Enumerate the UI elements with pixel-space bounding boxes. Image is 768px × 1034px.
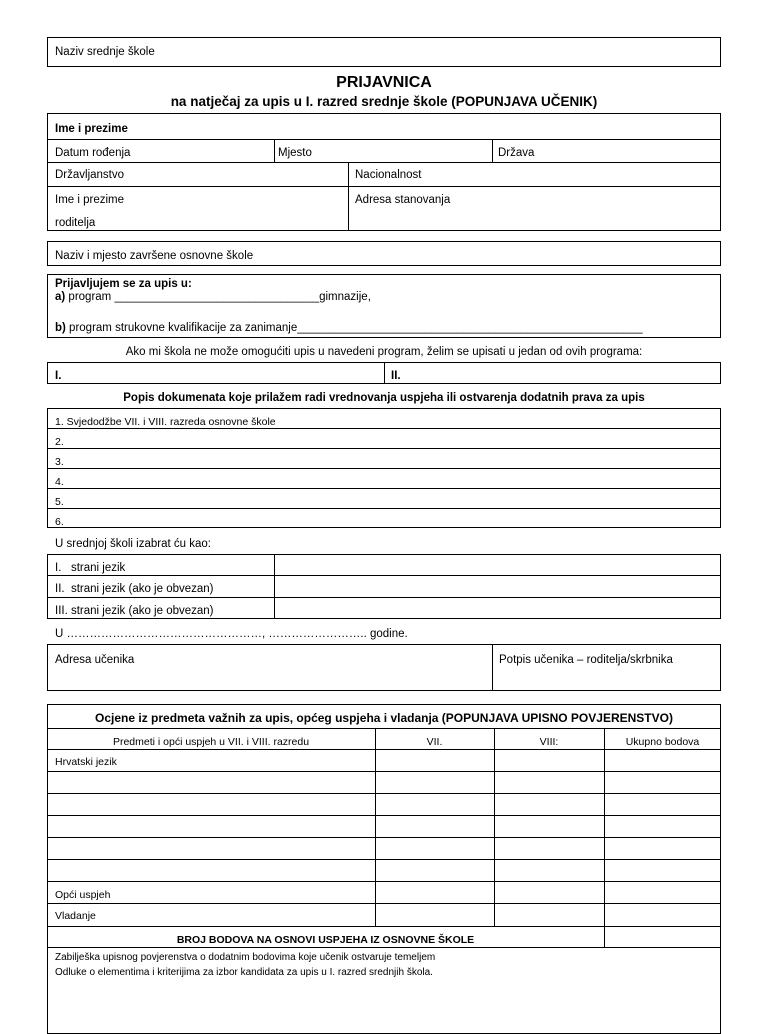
enrollment-heading: Prijavljujem se za upis u:: [55, 278, 192, 290]
program-b-line[interactable]: [55, 321, 643, 335]
document-item[interactable]: 3.: [55, 456, 64, 468]
alternative-2[interactable]: II.: [391, 370, 401, 382]
program-a-text: program ________________________________gimnazije,: [65, 291, 371, 303]
grades-row-label: Hrvatski jezik: [55, 756, 117, 768]
grades-table: [47, 704, 721, 1034]
points-label: BROJ BODOVA NA OSNOVI USPJEHA IZ OSNOVNE ŠKOLE: [176, 934, 475, 946]
languages-heading: U srednjoj školi izabrat ću kao:: [55, 538, 211, 550]
parent-name-label-2: roditelja: [55, 217, 96, 229]
note-line-2: Odluke o elementima i kriterijima za izbor kandidata za upis u I. razred srednjih škola.: [55, 967, 433, 978]
grades-row-label: Vladanje: [55, 910, 96, 922]
form-subtitle: na natječaj za upis u I. razred srednje škole (POPUNJAVA UČENIK): [170, 94, 598, 109]
grades-col-total: Ukupno bodova: [625, 736, 700, 748]
language-row[interactable]: I. strani jezik: [55, 562, 126, 574]
birth-date-label: Datum rođenja: [55, 147, 131, 159]
address-signature-table: [47, 644, 721, 691]
grades-col-subject: Predmeti i opći uspjeh u VII. i VIII. razredu: [112, 736, 310, 748]
language-row[interactable]: II. strani jezik (ako je obvezan): [55, 583, 214, 595]
citizenship-label: Državljanstvo: [55, 169, 125, 181]
document-item[interactable]: 6.: [55, 516, 64, 528]
language-row[interactable]: III. strani jezik (ako je obvezan): [55, 605, 214, 617]
document-item[interactable]: 4.: [55, 476, 64, 488]
note-line-1: Zabilješka upisnog povjerenstva o dodatnim bodovima koje učenik ostvaruje temeljem: [55, 952, 436, 963]
school-name-label: Naziv srednje škole: [55, 46, 155, 58]
document-item[interactable]: 1. Svjedodžbe VII. i VIII. razreda osnovne škole: [55, 416, 276, 428]
program-a-line[interactable]: [55, 290, 371, 304]
grades-row-label: Opći uspjeh: [55, 889, 111, 901]
place-label: Mjesto: [278, 147, 312, 159]
grades-heading: Ocjene iz predmeta važnih za upis, općeg uspjeha i vladanja (POPUNJAVA UPISNO POVJERENSTVO): [95, 711, 673, 725]
alternative-note: Ako mi škola ne može omogućiti upis u navedeni program, želim se upisati u jedan od ovih programa:: [125, 346, 643, 358]
program-b-text: program strukovne kvalifikacije za zanimanje______________________________________________________: [65, 322, 643, 334]
document-item[interactable]: 2.: [55, 436, 64, 448]
address-label: Adresa stanovanja: [355, 194, 451, 206]
grades-col-vii: VII.: [426, 736, 443, 748]
grades-col-viii: VIII:: [539, 736, 559, 748]
document-item[interactable]: 5.: [55, 496, 64, 508]
program-a-prefix: a): [55, 291, 66, 303]
full-name-label: Ime i prezime: [55, 123, 128, 135]
place-date-line: U ……………………………………………, …………………….. godine.: [55, 628, 408, 640]
primary-school-label: Naziv i mjesto završene osnovne škole: [55, 250, 254, 262]
student-address-label: Adresa učenika: [55, 654, 135, 666]
documents-heading: Popis dokumenata koje prilažem radi vrednovanja uspjeha ili ostvarenja dodatnih prava za upis: [123, 392, 645, 404]
form-title: PRIJAVNICA: [336, 74, 432, 91]
signature-label: Potpis učenika – roditelja/skrbnika: [499, 654, 673, 666]
parent-name-label: Ime i prezime: [55, 194, 125, 206]
country-label: Država: [498, 147, 535, 159]
alternative-1[interactable]: I.: [55, 370, 62, 382]
program-b-prefix: b): [55, 322, 66, 334]
nationality-label: Nacionalnost: [355, 169, 422, 181]
